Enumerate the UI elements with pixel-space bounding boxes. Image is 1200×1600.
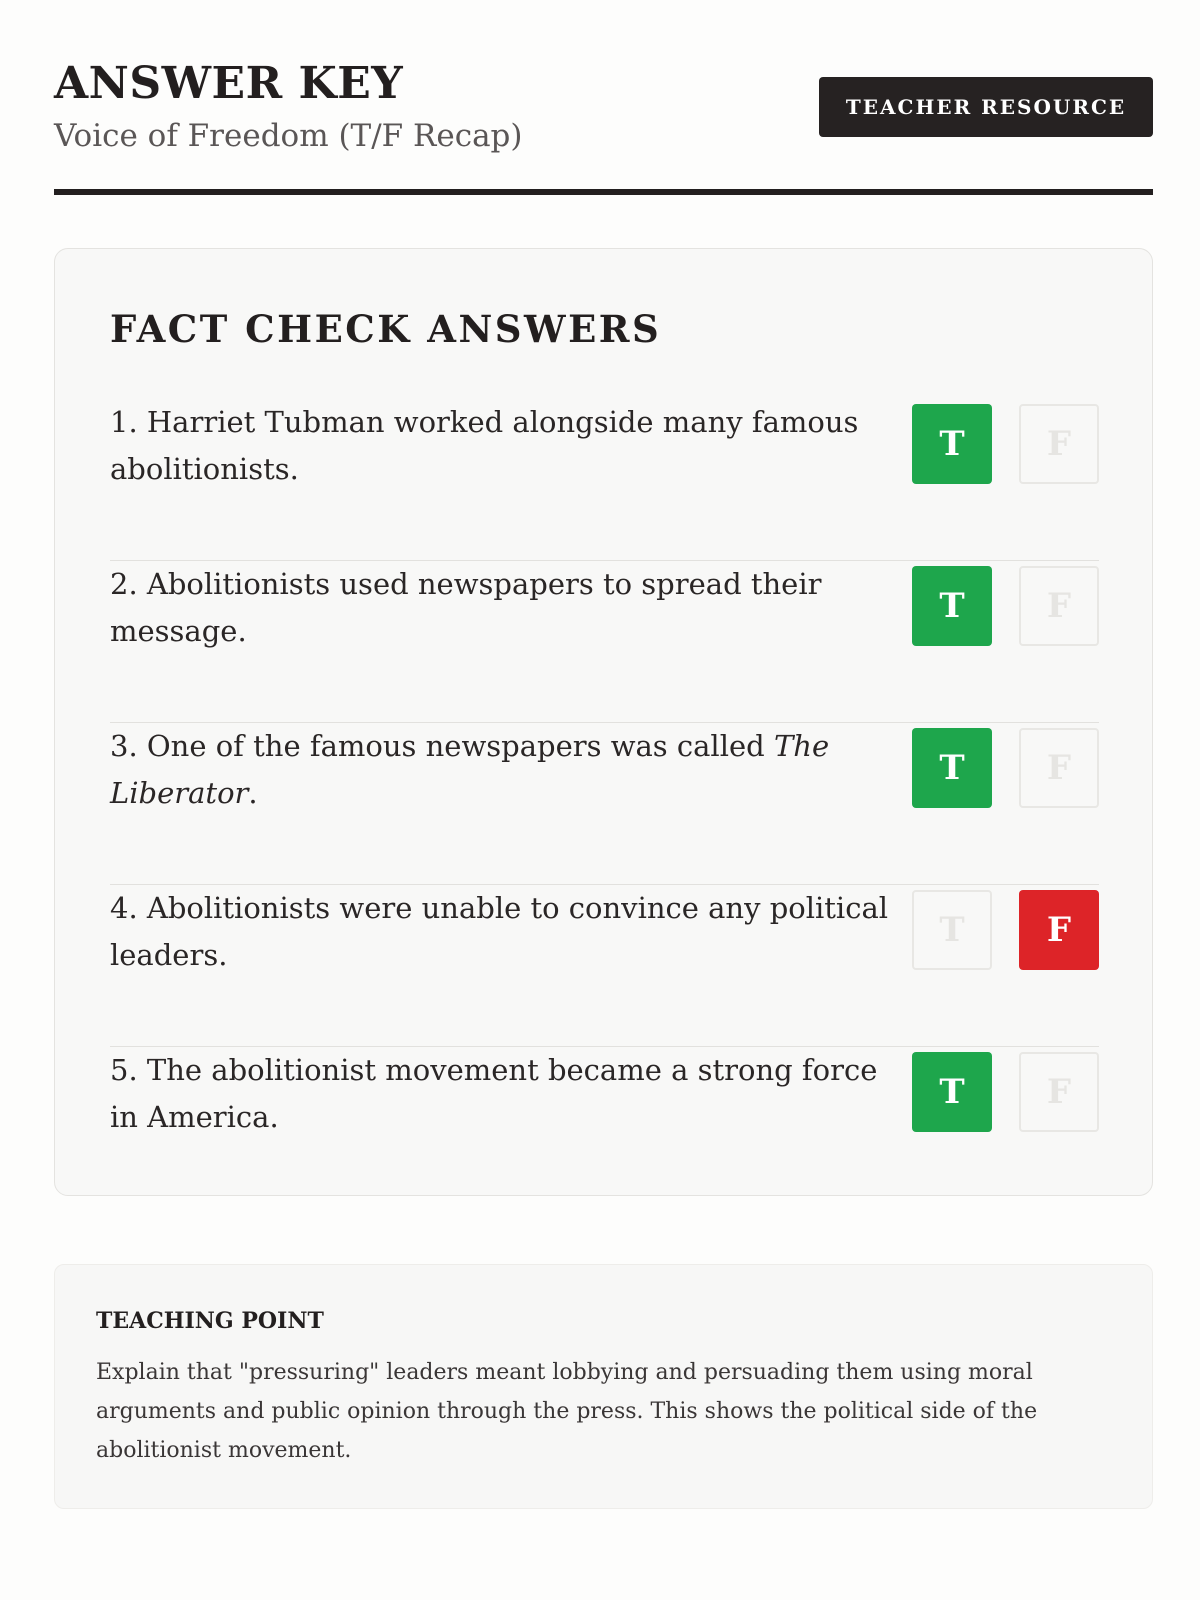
fact-check-item: [110, 561, 1099, 723]
teacher-resource-badge: TEACHER RESOURCE: [819, 77, 1153, 137]
fact-check-item: [110, 723, 1099, 885]
true-box: T: [912, 1052, 992, 1132]
fact-check-card: [54, 248, 1153, 1196]
statement-text: 4. Abolitionists were unable to convince any political leaders.: [110, 891, 889, 972]
true-box: T: [912, 728, 992, 808]
true-box: T: [912, 404, 992, 484]
teaching-point-text: Explain that "pressuring" leaders meant lobbying and persuading them using moral arguments and public opinion through the press. This shows the political side of the abolitionist movement.: [96, 1360, 1038, 1463]
teaching-point-panel: [54, 1264, 1153, 1509]
fact-check-list: [110, 399, 1099, 1209]
page-header: [54, 0, 1153, 195]
statement-text: 1. Harriet Tubman worked alongside many famous abolitionists.: [110, 405, 859, 486]
true-box: T: [912, 890, 992, 970]
true-box: T: [912, 566, 992, 646]
false-box: F: [1019, 404, 1099, 484]
fact-check-item: [110, 1047, 1099, 1209]
fact-check-item: [110, 399, 1099, 561]
statement-text: 5. The abolitionist movement became a strong force in America.: [110, 1053, 878, 1134]
statement-text: 2. Abolitionists used newspapers to spread their message.: [110, 567, 822, 648]
false-box: F: [1019, 728, 1099, 808]
page-subtitle: Voice of Freedom (T/F Recap): [54, 118, 523, 154]
false-box: F: [1019, 566, 1099, 646]
fact-check-item: [110, 885, 1099, 1047]
false-box: F: [1019, 890, 1099, 970]
answer-key-page: [54, 0, 1153, 1463]
teaching-point-title: TEACHING POINT: [96, 1308, 324, 1334]
fact-check-heading: FACT CHECK ANSWERS: [110, 307, 662, 351]
false-box: F: [1019, 1052, 1099, 1132]
page-title: ANSWER KEY: [54, 58, 404, 109]
statement-text: 3. One of the famous newspapers was called The Liberator.: [110, 729, 830, 810]
